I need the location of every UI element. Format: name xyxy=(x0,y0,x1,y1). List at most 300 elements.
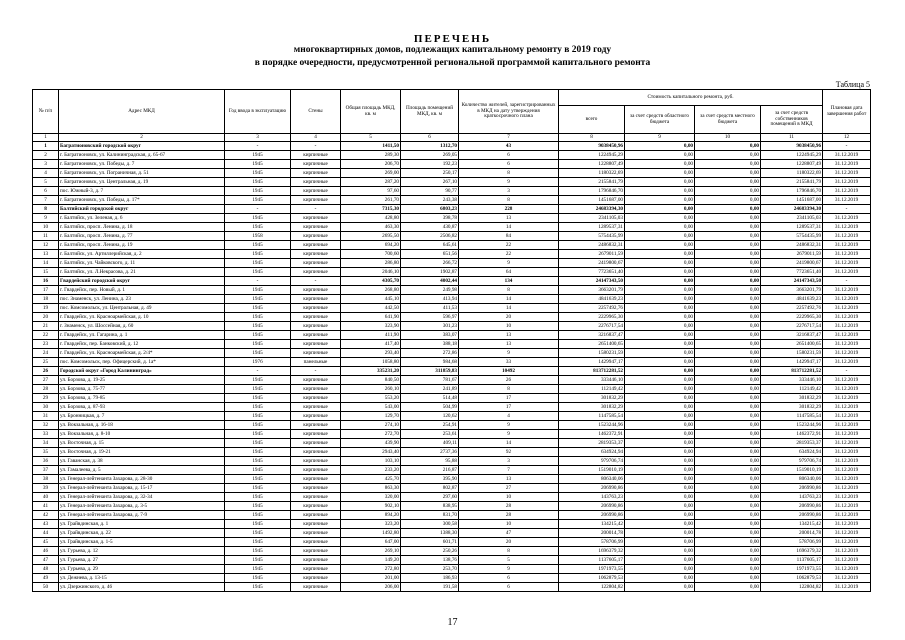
cell-cost-owners: 1451687,00 xyxy=(761,196,823,205)
cell-address: ул. Гурьева, д. 12 xyxy=(59,547,225,556)
cell-deadline: 31.12.2019 xyxy=(823,187,871,196)
cell-address: ул. Вокзальная, д. 16-18 xyxy=(59,421,225,430)
cell-row-number: 7 xyxy=(33,196,59,205)
cell-walls: кирпичные xyxy=(291,466,341,475)
cell-cost-regional: 0,00 xyxy=(625,538,695,547)
cell-total-area: 269,00 xyxy=(341,169,401,178)
cell-row-number: 31 xyxy=(33,412,59,421)
cell-cost-local: 0,00 xyxy=(695,412,761,421)
cell-total-area: 261,70 xyxy=(341,196,401,205)
cell-address: ул. Грайвдинская, д. 1-5 xyxy=(59,538,225,547)
cell-premises-area: 249,98 xyxy=(401,286,459,295)
cell-total-area: 894,20 xyxy=(341,511,401,520)
cell-total-area: 287,20 xyxy=(341,178,401,187)
cell-deadline: 31.12.2019 xyxy=(823,421,871,430)
cell-cost-total: 9038450,96 xyxy=(559,142,625,151)
cell-premises-area: 266,72 xyxy=(401,259,459,268)
cell-deadline: 31.12.2019 xyxy=(823,394,871,403)
cell-deadline: 31.12.2019 xyxy=(823,493,871,502)
cell-cost-owners: 24147343,50 xyxy=(761,277,823,286)
cell-walls: кирпичные xyxy=(291,214,341,223)
cell-cost-total: 1796846,70 xyxy=(559,187,625,196)
cell-address: ул. Гурьева, д. 27 xyxy=(59,556,225,565)
cell-walls: кирпичные xyxy=(291,529,341,538)
cell-cost-total: 1519010,19 xyxy=(559,466,625,475)
cell-cost-owners: 2257492,76 xyxy=(761,304,823,313)
cell-deadline: - xyxy=(823,142,871,151)
cell-address: ул. Генерал-лейтенанта Захарова, д. 28-30 xyxy=(59,475,225,484)
column-number: 12 xyxy=(823,134,871,142)
cell-premises-area: 838,95 xyxy=(401,502,459,511)
cell-cost-total: 7723651,40 xyxy=(559,268,625,277)
cell-residents: 20 xyxy=(459,538,559,547)
cell-cost-total: 2229965,30 xyxy=(559,313,625,322)
cell-year: - xyxy=(225,367,291,376)
cell-total-area: 1411,50 xyxy=(341,142,401,151)
cell-cost-owners: 1429947,17 xyxy=(761,358,823,367)
table-row xyxy=(33,286,871,295)
cell-cost-local: 0,00 xyxy=(695,160,761,169)
cell-walls: кирпичные xyxy=(291,313,341,322)
cell-cost-local: 0,00 xyxy=(695,241,761,250)
cell-year: 1945 xyxy=(225,394,291,403)
cell-cost-owners: 134215,42 xyxy=(761,520,823,529)
cell-address: г. Балтийск, ул. Зеленая, д. 6 xyxy=(59,214,225,223)
cell-walls: кирпичные xyxy=(291,430,341,439)
cell-cost-local: 0,00 xyxy=(695,178,761,187)
cell-cost-owners: 3663201,79 xyxy=(761,286,823,295)
cell-row-number: 1 xyxy=(33,142,59,151)
cell-cost-owners: 2276717,54 xyxy=(761,322,823,331)
cell-deadline: - xyxy=(823,205,871,214)
cell-residents: 6 xyxy=(459,160,559,169)
cell-deadline: 31.12.2019 xyxy=(823,331,871,340)
cell-premises-area: 831,70 xyxy=(401,511,459,520)
cell-total-area: 201,00 xyxy=(341,574,401,583)
table-row xyxy=(33,376,871,385)
cell-cost-total: 634924,94 xyxy=(559,448,625,457)
cell-year: 1945 xyxy=(225,241,291,250)
cell-cost-local: 0,00 xyxy=(695,448,761,457)
cell-address: г. Гвардейск, пер. Банковский, д. 12 xyxy=(59,340,225,349)
cell-row-number: 13 xyxy=(33,250,59,259)
table-row xyxy=(33,565,871,574)
cell-cost-owners: 3216837,47 xyxy=(761,331,823,340)
district-row xyxy=(33,205,871,214)
cell-cost-local: 0,00 xyxy=(695,151,761,160)
cell-total-area: 206,70 xyxy=(341,160,401,169)
cell-deadline: 31.12.2019 xyxy=(823,502,871,511)
cell-year: 1945 xyxy=(225,430,291,439)
cell-cost-regional: 0,00 xyxy=(625,367,695,376)
cell-cost-local: 0,00 xyxy=(695,565,761,574)
cell-year: 1945 xyxy=(225,484,291,493)
cell-year: 1945 xyxy=(225,520,291,529)
cell-premises-area: 95,88 xyxy=(401,457,459,466)
cell-total-area: 647,00 xyxy=(341,538,401,547)
column-number: 9 xyxy=(625,134,695,142)
cell-year: 1945 xyxy=(225,538,291,547)
cell-premises-area: 138,76 xyxy=(401,556,459,565)
cell-cost-local: 0,00 xyxy=(695,268,761,277)
cell-walls: кирпичные xyxy=(291,250,341,259)
cell-deadline: 31.12.2019 xyxy=(823,358,871,367)
table-row xyxy=(33,502,871,511)
cell-total-area: 323,20 xyxy=(341,520,401,529)
cell-cost-owners: 1796846,70 xyxy=(761,187,823,196)
document-subtitle-2: в порядке очередности, предусмотренной региональной программой капитального ремонта xyxy=(254,58,651,68)
cell-walls: кирпичные xyxy=(291,394,341,403)
cell-row-number: 30 xyxy=(33,403,59,412)
table-row xyxy=(33,538,871,547)
cell-year: 1945 xyxy=(225,376,291,385)
cell-residents: 8 xyxy=(459,385,559,394)
column-number: 3 xyxy=(225,134,291,142)
cell-residents: 20 xyxy=(459,313,559,322)
cell-walls: кирпичные xyxy=(291,583,341,592)
cell-cost-total: 578706,99 xyxy=(559,538,625,547)
cell-residents: 9 xyxy=(459,178,559,187)
cell-address: ул. Бронницкая, д. 7 xyxy=(59,412,225,421)
cell-walls: кирпичные xyxy=(291,574,341,583)
cell-deadline: 31.12.2019 xyxy=(823,448,871,457)
cell-year: 1945 xyxy=(225,295,291,304)
cell-row-number: 11 xyxy=(33,232,59,241)
cell-premises-area: 596,97 xyxy=(401,313,459,322)
cell-residents: 9 xyxy=(459,259,559,268)
cell-total-area: 260,10 xyxy=(341,385,401,394)
cell-walls: кирпичные xyxy=(291,259,341,268)
cell-cost-regional: 0,00 xyxy=(625,547,695,556)
cell-deadline: 31.12.2019 xyxy=(823,547,871,556)
cell-residents: 3 xyxy=(459,457,559,466)
cell-premises-area: 651,56 xyxy=(401,250,459,259)
cell-cost-owners: 1462372,91 xyxy=(761,430,823,439)
cell-walls: кирпичные xyxy=(291,151,341,160)
table-row xyxy=(33,178,871,187)
cell-cost-owners: 333446,10 xyxy=(761,376,823,385)
cell-residents: 6 xyxy=(459,151,559,160)
cell-row-number: 2 xyxy=(33,151,59,160)
header-cost-regional: за счет средств областного бюджета xyxy=(625,106,695,134)
cell-walls: кирпичные xyxy=(291,484,341,493)
cell-total-area: 543,00 xyxy=(341,403,401,412)
table-label: Таблица 5 xyxy=(835,80,870,89)
cell-premises-area: 254,91 xyxy=(401,421,459,430)
cell-cost-local: 0,00 xyxy=(695,511,761,520)
cell-row-number: 46 xyxy=(33,547,59,556)
cell-premises-area: 645,61 xyxy=(401,241,459,250)
header-cost-local: за счет средств местного бюджета xyxy=(695,106,761,134)
cell-cost-regional: 0,00 xyxy=(625,358,695,367)
cell-address: ул. Генерал-лейтенанта Захарова, д. 32-34 xyxy=(59,493,225,502)
cell-residents: 28 xyxy=(459,511,559,520)
cell-premises-area: 250,26 xyxy=(401,547,459,556)
cell-total-area: 863,30 xyxy=(341,484,401,493)
table-row xyxy=(33,556,871,565)
cell-cost-total: 2419800,67 xyxy=(559,259,625,268)
cell-deadline: 31.12.2019 xyxy=(823,511,871,520)
table-row xyxy=(33,340,871,349)
cell-residents: 64 xyxy=(459,268,559,277)
table-row xyxy=(33,475,871,484)
cell-address: ул. Генерал-лейтенанта Захарова, д. 7-9 xyxy=(59,511,225,520)
cell-deadline: 31.12.2019 xyxy=(823,232,871,241)
cell-residents: 14 xyxy=(459,295,559,304)
cell-cost-local: 0,00 xyxy=(695,205,761,214)
header-walls: Стены xyxy=(291,90,341,134)
cell-cost-owners: 2819353,37 xyxy=(761,439,823,448)
cell-cost-regional: 0,00 xyxy=(625,295,695,304)
cell-row-number: 15 xyxy=(33,268,59,277)
cell-premises-area: 297,60 xyxy=(401,493,459,502)
cell-row-number: 8 xyxy=(33,205,59,214)
cell-walls: кирпичные xyxy=(291,520,341,529)
cell-year: 1945 xyxy=(225,196,291,205)
cell-cost-regional: 0,00 xyxy=(625,574,695,583)
table-row xyxy=(33,394,871,403)
cell-deadline: 31.12.2019 xyxy=(823,286,871,295)
cell-cost-local: 0,00 xyxy=(695,556,761,565)
cell-total-area: 233,20 xyxy=(341,466,401,475)
cell-cost-regional: 0,00 xyxy=(625,376,695,385)
cell-total-area: 293,40 xyxy=(341,349,401,358)
cell-cost-owners: 1180322,69 xyxy=(761,169,823,178)
cell-total-area: 902,10 xyxy=(341,502,401,511)
cell-cost-local: 0,00 xyxy=(695,313,761,322)
table-row xyxy=(33,466,871,475)
cell-cost-regional: 0,00 xyxy=(625,412,695,421)
table-row xyxy=(33,358,871,367)
cell-address: ул. Грайвдинская, д. 1 xyxy=(59,520,225,529)
cell-residents: 84 xyxy=(459,232,559,241)
district-row xyxy=(33,142,871,151)
cell-total-area: 272,70 xyxy=(341,430,401,439)
cell-cost-local: 0,00 xyxy=(695,340,761,349)
cell-address: г. Балтийск, просп. Ленина, д. 18 xyxy=(59,223,225,232)
cell-premises-area: 269,05 xyxy=(401,151,459,160)
cell-cost-owners: 2651400,65 xyxy=(761,340,823,349)
cell-cost-owners: 806340,06 xyxy=(761,475,823,484)
cell-residents: 92 xyxy=(459,448,559,457)
cell-residents: 26 xyxy=(459,376,559,385)
cell-deadline: 31.12.2019 xyxy=(823,430,871,439)
cell-deadline: 31.12.2019 xyxy=(823,574,871,583)
cell-cost-total: 2819353,37 xyxy=(559,439,625,448)
cell-walls: кирпичные xyxy=(291,457,341,466)
cell-cost-total: 2679011,59 xyxy=(559,250,625,259)
cell-premises-area: 301,23 xyxy=(401,322,459,331)
cell-walls: кирпичные xyxy=(291,178,341,187)
cell-cost-local: 0,00 xyxy=(695,394,761,403)
cell-cost-regional: 0,00 xyxy=(625,439,695,448)
cell-cost-local: 0,00 xyxy=(695,259,761,268)
cell-deadline: 31.12.2019 xyxy=(823,268,871,277)
cell-cost-local: 0,00 xyxy=(695,538,761,547)
cell-cost-owners: 1062879,53 xyxy=(761,574,823,583)
cell-address: г. Балтийск, просп. Ленина, д. 19 xyxy=(59,241,225,250)
cell-year: 1945 xyxy=(225,529,291,538)
cell-premises-area: 253,70 xyxy=(401,565,459,574)
cell-year: 1945 xyxy=(225,574,291,583)
cell-address: ул. Гурьева, д. 29 xyxy=(59,565,225,574)
cell-row-number: 22 xyxy=(33,331,59,340)
cell-year: 1945 xyxy=(225,331,291,340)
cell-year: 1945 xyxy=(225,304,291,313)
cell-cost-local: 0,00 xyxy=(695,430,761,439)
cell-premises-area: 90,77 xyxy=(401,187,459,196)
cell-walls: кирпичные xyxy=(291,439,341,448)
cell-year: 1945 xyxy=(225,340,291,349)
cell-year: 1945 xyxy=(225,565,291,574)
cell-total-area: 641,90 xyxy=(341,313,401,322)
cell-residents: 10492 xyxy=(459,367,559,376)
cell-row-number: 6 xyxy=(33,187,59,196)
cell-address: ул. Борзова, д. 87-93 xyxy=(59,403,225,412)
cell-cost-local: 0,00 xyxy=(695,277,761,286)
cell-total-area: 2943,40 xyxy=(341,448,401,457)
cell-walls: кирпичные xyxy=(291,160,341,169)
cell-walls: - xyxy=(291,205,341,214)
cell-address: ул. Борзова, д. 75-77 xyxy=(59,385,225,394)
cell-residents: 13 xyxy=(459,331,559,340)
cell-address: г. Багратионовск, ул. Калининградская, д. 65-67 xyxy=(59,151,225,160)
cell-cost-total: 112149,42 xyxy=(559,385,625,394)
cell-cost-local: 0,00 xyxy=(695,295,761,304)
cell-premises-area: 243,38 xyxy=(401,196,459,205)
cell-address: г. Гвардейск, пер. Новый, д. 1 xyxy=(59,286,225,295)
cell-deadline: 31.12.2019 xyxy=(823,349,871,358)
cell-row-number: 14 xyxy=(33,259,59,268)
cell-cost-total: 1429947,17 xyxy=(559,358,625,367)
cell-residents: 22 xyxy=(459,241,559,250)
cell-cost-local: 0,00 xyxy=(695,493,761,502)
cell-cost-total: 206990,86 xyxy=(559,502,625,511)
cell-cost-owners: 5754435,99 xyxy=(761,232,823,241)
cell-address: Балтийский городской округ xyxy=(59,205,225,214)
cell-cost-total: 2486832,31 xyxy=(559,241,625,250)
cell-cost-regional: 0,00 xyxy=(625,484,695,493)
cell-year: - xyxy=(225,277,291,286)
cell-cost-owners: 1147585,54 xyxy=(761,412,823,421)
table-row xyxy=(33,520,871,529)
cell-walls: кирпичные xyxy=(291,187,341,196)
cell-cost-regional: 0,00 xyxy=(625,565,695,574)
cell-walls: кирпичные xyxy=(291,538,341,547)
cell-row-number: 17 xyxy=(33,286,59,295)
cell-residents: 6 xyxy=(459,574,559,583)
cell-row-number: 23 xyxy=(33,340,59,349)
cell-year: - xyxy=(225,142,291,151)
table-row xyxy=(33,259,871,268)
cell-deadline: 31.12.2019 xyxy=(823,520,871,529)
cell-total-area: 694,20 xyxy=(341,241,401,250)
cell-total-area: 206,00 xyxy=(341,583,401,592)
cell-deadline: 31.12.2019 xyxy=(823,466,871,475)
cell-cost-total: 1137605,17 xyxy=(559,556,625,565)
cell-row-number: 9 xyxy=(33,214,59,223)
cell-cost-owners: 200014,78 xyxy=(761,529,823,538)
cell-total-area: 439,90 xyxy=(341,439,401,448)
cell-premises-area: 430,87 xyxy=(401,223,459,232)
cell-cost-local: 0,00 xyxy=(695,385,761,394)
cell-cost-owners: 2341105,03 xyxy=(761,214,823,223)
cell-row-number: 4 xyxy=(33,169,59,178)
cell-year: 1945 xyxy=(225,187,291,196)
cell-cost-total: 3216837,47 xyxy=(559,331,625,340)
cell-row-number: 41 xyxy=(33,502,59,511)
cell-premises-area: 253,61 xyxy=(401,430,459,439)
cell-walls: кирпичные xyxy=(291,556,341,565)
cell-walls: кирпичные xyxy=(291,412,341,421)
table-row xyxy=(33,322,871,331)
cell-cost-total: 122804,82 xyxy=(559,583,625,592)
cell-residents: 8 xyxy=(459,169,559,178)
cell-premises-area: 186,93 xyxy=(401,574,459,583)
cell-cost-local: 0,00 xyxy=(695,331,761,340)
cell-residents: 10 xyxy=(459,322,559,331)
cell-year: 1945 xyxy=(225,412,291,421)
cell-year: 1945 xyxy=(225,160,291,169)
header-address: Адрес МКД xyxy=(59,90,225,134)
cell-residents: 43 xyxy=(459,142,559,151)
cell-residents: 4 xyxy=(459,412,559,421)
cell-total-area: 274,10 xyxy=(341,421,401,430)
cell-walls: кирпичные xyxy=(291,565,341,574)
cell-cost-regional: 0,00 xyxy=(625,232,695,241)
cell-premises-area: 311859,83 xyxy=(401,367,459,376)
cell-cost-local: 0,00 xyxy=(695,250,761,259)
column-number: 10 xyxy=(695,134,761,142)
cell-cost-total: 1147585,54 xyxy=(559,412,625,421)
cell-cost-total: 1180322,69 xyxy=(559,169,625,178)
table-row xyxy=(33,250,871,259)
cell-cost-regional: 0,00 xyxy=(625,457,695,466)
cell-year: 1945 xyxy=(225,448,291,457)
cell-cost-local: 0,00 xyxy=(695,349,761,358)
table-row xyxy=(33,169,871,178)
cell-premises-area: 383,07 xyxy=(401,331,459,340)
cell-residents: 8 xyxy=(459,547,559,556)
cell-residents: 9 xyxy=(459,565,559,574)
cell-year: 1945 xyxy=(225,439,291,448)
cell-cost-local: 0,00 xyxy=(695,403,761,412)
cell-cost-regional: 0,00 xyxy=(625,169,695,178)
cell-cost-owners: 24683394,30 xyxy=(761,205,823,214)
cell-premises-area: 267,10 xyxy=(401,178,459,187)
table-row xyxy=(33,439,871,448)
cell-row-number: 38 xyxy=(33,475,59,484)
cell-total-area: 149,20 xyxy=(341,556,401,565)
cell-cost-regional: 0,00 xyxy=(625,313,695,322)
cell-cost-regional: 0,00 xyxy=(625,250,695,259)
cell-premises-area: 514,48 xyxy=(401,394,459,403)
column-number: 4 xyxy=(291,134,341,142)
cell-cost-regional: 0,00 xyxy=(625,421,695,430)
cell-walls: кирпичные xyxy=(291,268,341,277)
cell-deadline: 31.12.2019 xyxy=(823,376,871,385)
cell-total-area: 445,10 xyxy=(341,295,401,304)
cell-residents: 8 xyxy=(459,286,559,295)
cell-address: пос. Комсомольск, ул. Центральная, д. 49 xyxy=(59,304,225,313)
cell-deadline: 31.12.2019 xyxy=(823,169,871,178)
cell-cost-regional: 0,00 xyxy=(625,493,695,502)
cell-walls: кирпичные xyxy=(291,331,341,340)
cell-cost-regional: 0,00 xyxy=(625,583,695,592)
cell-address: г. Гвардейск, ул. Гагарина, д. 1 xyxy=(59,331,225,340)
cell-residents: 17 xyxy=(459,403,559,412)
cell-walls: кирпичные xyxy=(291,349,341,358)
